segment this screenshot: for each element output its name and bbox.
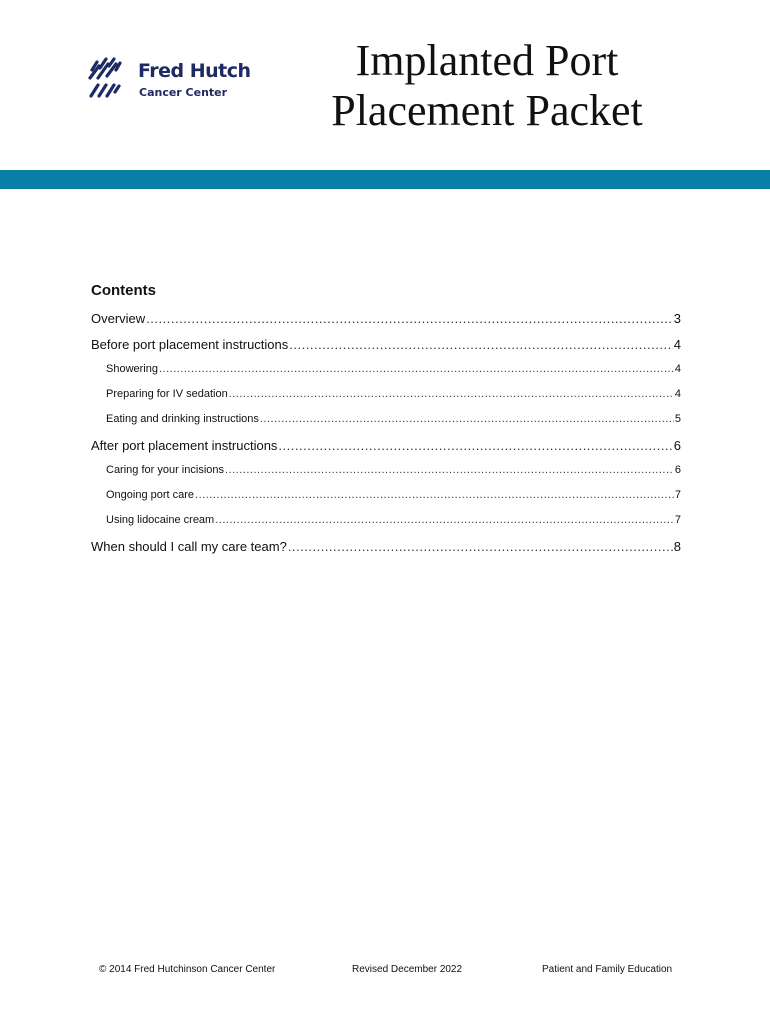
footer-copyright: © 2014 Fred Hutchinson Cancer Center bbox=[99, 964, 276, 975]
toc-entry[interactable] bbox=[91, 311, 681, 337]
toc-list bbox=[91, 311, 681, 565]
footer-revised-date: Revised December 2022 bbox=[352, 964, 463, 975]
toc-entry-page-number: 4 bbox=[673, 337, 681, 352]
toc-entry-label: Eating and drinking instructions bbox=[106, 413, 259, 425]
toc-entry-page-number: 5 bbox=[674, 413, 681, 425]
toc-entry-label: Caring for your incisions bbox=[106, 464, 224, 476]
fred-hutch-logo bbox=[88, 56, 258, 106]
document-title-line-2: Placement Packet bbox=[331, 86, 643, 135]
toc-entry[interactable] bbox=[91, 363, 681, 388]
logo-name: Fred Hutch bbox=[138, 60, 251, 82]
toc-leader-dots bbox=[289, 337, 672, 352]
toc-entry-label: After port placement instructions bbox=[91, 438, 278, 453]
table-of-contents bbox=[91, 282, 681, 565]
toc-leader-dots bbox=[288, 539, 673, 554]
toc-entry[interactable] bbox=[91, 438, 681, 464]
toc-entry-page-number: 7 bbox=[674, 489, 681, 501]
toc-entry[interactable] bbox=[91, 489, 681, 514]
toc-entry-label: Preparing for IV sedation bbox=[106, 388, 228, 400]
toc-entry[interactable] bbox=[91, 413, 681, 438]
toc-leader-dots bbox=[229, 388, 674, 400]
toc-leader-dots bbox=[159, 363, 674, 375]
header-accent-band bbox=[0, 170, 770, 189]
footer-department: Patient and Family Education bbox=[542, 964, 673, 975]
toc-leader-dots bbox=[278, 438, 672, 453]
toc-entry-page-number: 3 bbox=[673, 311, 681, 326]
toc-entry-page-number: 6 bbox=[673, 438, 681, 453]
toc-entry-label: Using lidocaine cream bbox=[106, 514, 215, 526]
toc-entry-page-number: 6 bbox=[674, 464, 681, 476]
fred-hutch-logo-mark-icon bbox=[88, 56, 130, 102]
toc-entry[interactable] bbox=[91, 337, 681, 363]
toc-entry[interactable] bbox=[91, 464, 681, 489]
toc-entry[interactable] bbox=[91, 514, 681, 539]
toc-entry[interactable] bbox=[91, 539, 681, 565]
toc-leader-dots bbox=[225, 464, 674, 476]
toc-leader-dots bbox=[146, 311, 673, 326]
toc-leader-dots bbox=[260, 413, 674, 425]
toc-entry-label: Overview bbox=[91, 311, 146, 326]
logo-subtitle: Cancer Center bbox=[139, 86, 228, 99]
toc-entry-label: Before port placement instructions bbox=[91, 337, 289, 352]
document-title-line-1: Implanted Port bbox=[355, 36, 619, 85]
toc-entry-page-number: 4 bbox=[674, 388, 681, 400]
toc-leader-dots bbox=[215, 514, 674, 526]
toc-entry-page-number: 7 bbox=[674, 514, 681, 526]
toc-entry-page-number: 8 bbox=[673, 539, 681, 554]
document-title bbox=[300, 36, 674, 136]
toc-entry-label: When should I call my care team? bbox=[91, 539, 287, 554]
toc-leader-dots bbox=[195, 489, 674, 501]
toc-entry[interactable] bbox=[91, 388, 681, 413]
toc-entry-label: Showering bbox=[106, 363, 158, 375]
toc-heading: Contents bbox=[91, 282, 156, 299]
toc-entry-page-number: 4 bbox=[674, 363, 681, 375]
toc-entry-label: Ongoing port care bbox=[106, 489, 195, 501]
